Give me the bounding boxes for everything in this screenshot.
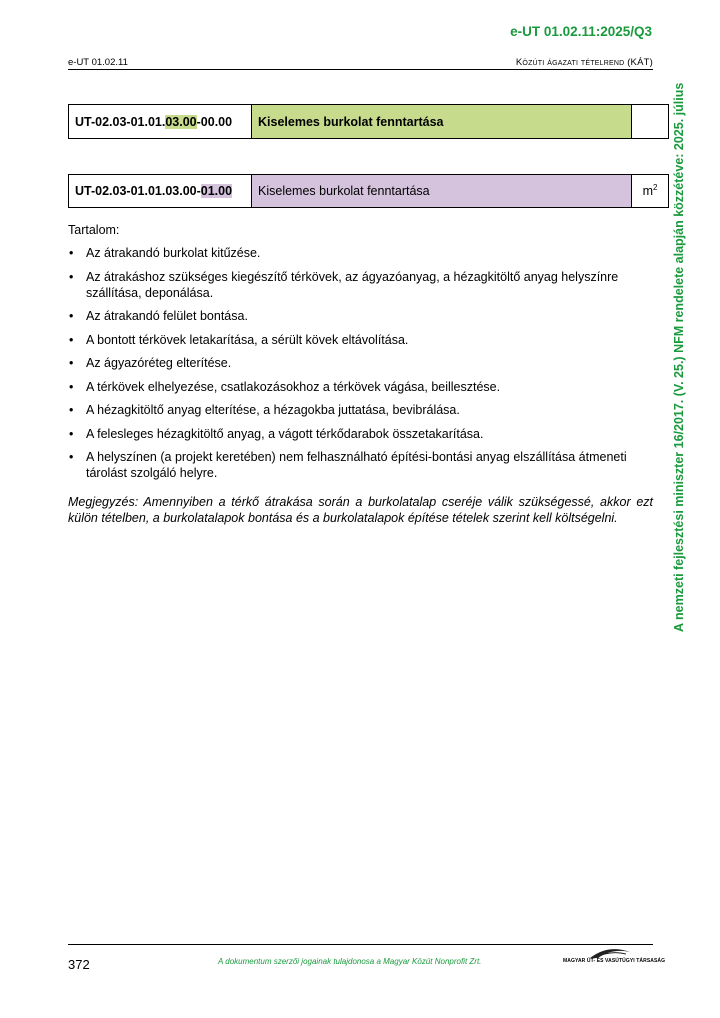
section-code-highlight: 03.00 [165, 114, 197, 129]
list-item-text: A hézagkitöltő anyag elterítése, a hézagokba juttatása, bevibrálása. [86, 403, 460, 417]
item-code-highlight: 01.00 [200, 184, 233, 198]
bullet-icon: • [69, 246, 74, 260]
list-item-text: A bontott térkövek letakarítása, a sérült kövek eltávolítása. [86, 332, 409, 347]
section-code-table [68, 104, 669, 139]
document-code: e-UT 01.02.11:2025/Q3 [510, 24, 652, 39]
content-list [68, 245, 653, 481]
item-code-table [68, 174, 669, 208]
list-item-text: Az ágyazóréteg elterítése. [86, 356, 232, 370]
list-item [68, 355, 653, 371]
section-code [69, 105, 252, 139]
copyright-notice: A dokumentum szerzői jogainak tulajdonosa a Magyar Közút Nonprofit Zrt. [218, 957, 482, 966]
unit-exponent: 2 [652, 183, 658, 193]
header-doc-id: e-UT 01.02.11 [68, 57, 128, 68]
bullet-icon: • [69, 426, 74, 441]
bullet-icon: • [69, 379, 74, 394]
section-row [69, 105, 669, 139]
list-item [68, 308, 653, 324]
footer-divider [68, 944, 653, 945]
content-body [68, 222, 653, 539]
list-item-text: Az átrakandó felület bontása. [86, 309, 248, 323]
item-code-prefix: UT-02.03-01.01.03.00- [75, 184, 201, 198]
list-item-text: A felesleges hézagkitöltő anyag, a vágott térkődarabok összetakarítása. [86, 426, 484, 441]
item-unit [632, 175, 669, 208]
bullet-icon: • [69, 269, 74, 284]
bullet-icon: • [69, 356, 74, 370]
list-item-text: Az átrakandó burkolat kitűzése. [86, 246, 261, 260]
header-title: Közúti ágazati tételrend (KÁT) [515, 57, 653, 68]
section-code-prefix: UT-02.03-01.01. [75, 114, 166, 129]
content-heading: Tartalom: [68, 223, 120, 237]
section-code-suffix: -00.00 [196, 114, 233, 129]
list-item [68, 379, 653, 395]
bullet-icon: • [69, 450, 74, 464]
unit-base: m [642, 184, 653, 199]
list-item [68, 426, 653, 442]
section-unit [632, 105, 669, 139]
list-item [68, 449, 653, 481]
running-header [68, 57, 653, 70]
item-code [69, 175, 252, 208]
side-publication-note: A nemzeti fejlesztési miniszter 16/2017. (V. 25.) NFM rendelete alapján közzétéve: 2025. július [672, 82, 686, 632]
section-title: Kiselemes burkolat fenntartása [252, 105, 632, 139]
bullet-icon: • [69, 332, 74, 347]
bullet-icon: • [69, 403, 74, 417]
note-paragraph: Megjegyzés: Amennyiben a térkő átrakása során a burkolatalap cseréje válik szükségessé, akkor ezt külön tételben, a burkolatalapok bontása és a burkolatalapok építése tételek szerint kell költségelni. [68, 495, 653, 525]
list-item [68, 245, 653, 261]
bullet-icon: • [69, 309, 74, 323]
item-row [69, 175, 669, 208]
list-item-text: A helyszínen (a projekt keretében) nem felhasználható építési-bontási anyag elszállítása átmeneti tárolást szolgáló helyre. [86, 450, 627, 480]
company-logo-icon [560, 946, 655, 968]
list-item-text: A térkövek elhelyezése, csatlakozásokhoz a térkövek vágása, beillesztése. [86, 379, 501, 394]
list-item-text: Az átrakáshoz szükséges kiegészítő térkövek, az ágyazóanyag, a hézagkitöltő anyag helyszínre szállítása, deponálása. [86, 269, 619, 300]
list-item [68, 269, 653, 301]
page-number: 372 [68, 957, 90, 972]
logo-text: MAGYAR ÚT- ÉS VASÚTÜGYI TÁRSASÁG [563, 958, 666, 964]
list-item [68, 402, 653, 418]
item-title: Kiselemes burkolat fenntartása [252, 175, 632, 208]
list-item [68, 332, 653, 348]
